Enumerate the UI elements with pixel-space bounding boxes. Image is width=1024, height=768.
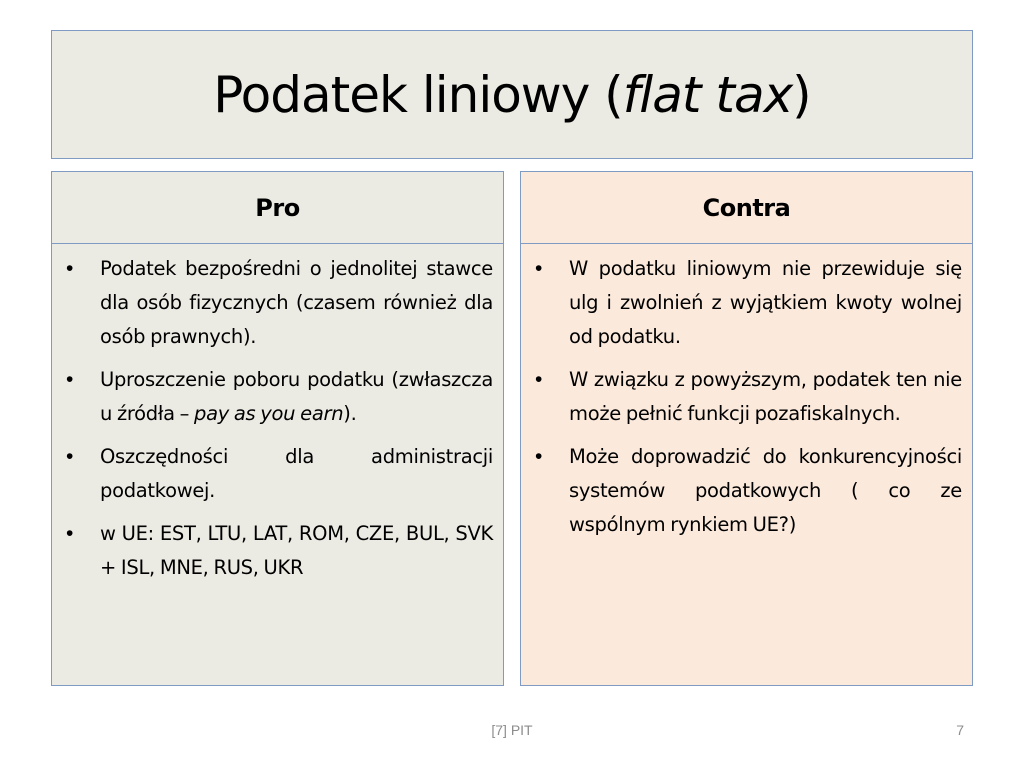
pro-item-text-suffix: ).	[343, 402, 357, 425]
bullet-icon: •	[66, 257, 74, 280]
bullet-icon: •	[535, 368, 543, 391]
list-item	[62, 440, 493, 508]
slide-title-suffix: )	[792, 65, 811, 124]
contra-panel	[520, 171, 973, 686]
pro-item-text: Podatek bezpośredni o jednolitej stawce dla osób fizycznych (czasem również dla osób prawnych).	[100, 257, 493, 348]
contra-item-text: W związku z powyższym, podatek ten nie może pełnić funkcji pozafiskalnych.	[569, 368, 962, 425]
list-item	[62, 252, 493, 354]
list-item	[531, 440, 962, 542]
bullet-icon: •	[66, 445, 74, 468]
list-item	[62, 517, 493, 585]
pro-list	[52, 244, 503, 585]
page-number: 7	[956, 722, 964, 738]
footer-label: [7] PIT	[491, 722, 533, 738]
pro-item-text	[100, 363, 493, 431]
pro-header: Pro	[52, 172, 503, 244]
pro-item-text: w UE: EST, LTU, LAT, ROM, CZE, BUL, SVK + ISL, MNE, RUS, UKR	[100, 522, 493, 579]
contra-header: Contra	[521, 172, 972, 244]
slide-title-box	[51, 30, 973, 159]
slide-title	[213, 66, 810, 124]
bullet-icon: •	[535, 445, 543, 468]
pro-panel	[51, 171, 504, 686]
pro-item-text: Oszczędności dla administracji podatkowej.	[100, 445, 493, 502]
list-item	[62, 363, 493, 431]
bullet-icon: •	[66, 368, 74, 391]
contra-list	[521, 244, 972, 542]
list-item	[531, 363, 962, 431]
bullet-icon: •	[535, 257, 543, 280]
contra-item-text: W podatku liniowym nie przewiduje się ulg i zwolnień z wyjątkiem kwoty wolnej od podatku.	[569, 257, 962, 348]
pro-item-text-prefix: Uproszczenie poboru podatku (zwłaszcza u źródła –	[100, 368, 493, 425]
bullet-icon: •	[66, 522, 74, 545]
pro-item-text-italic: pay as you earn	[194, 402, 344, 425]
slide-title-italic: flat tax	[622, 65, 793, 124]
list-item	[531, 252, 962, 354]
slide-title-prefix: Podatek liniowy (	[213, 65, 623, 124]
contra-item-text: Może doprowadzić do konkurencyjności systemów podatkowych ( co ze wspólnym rynkiem UE?)	[569, 445, 962, 536]
